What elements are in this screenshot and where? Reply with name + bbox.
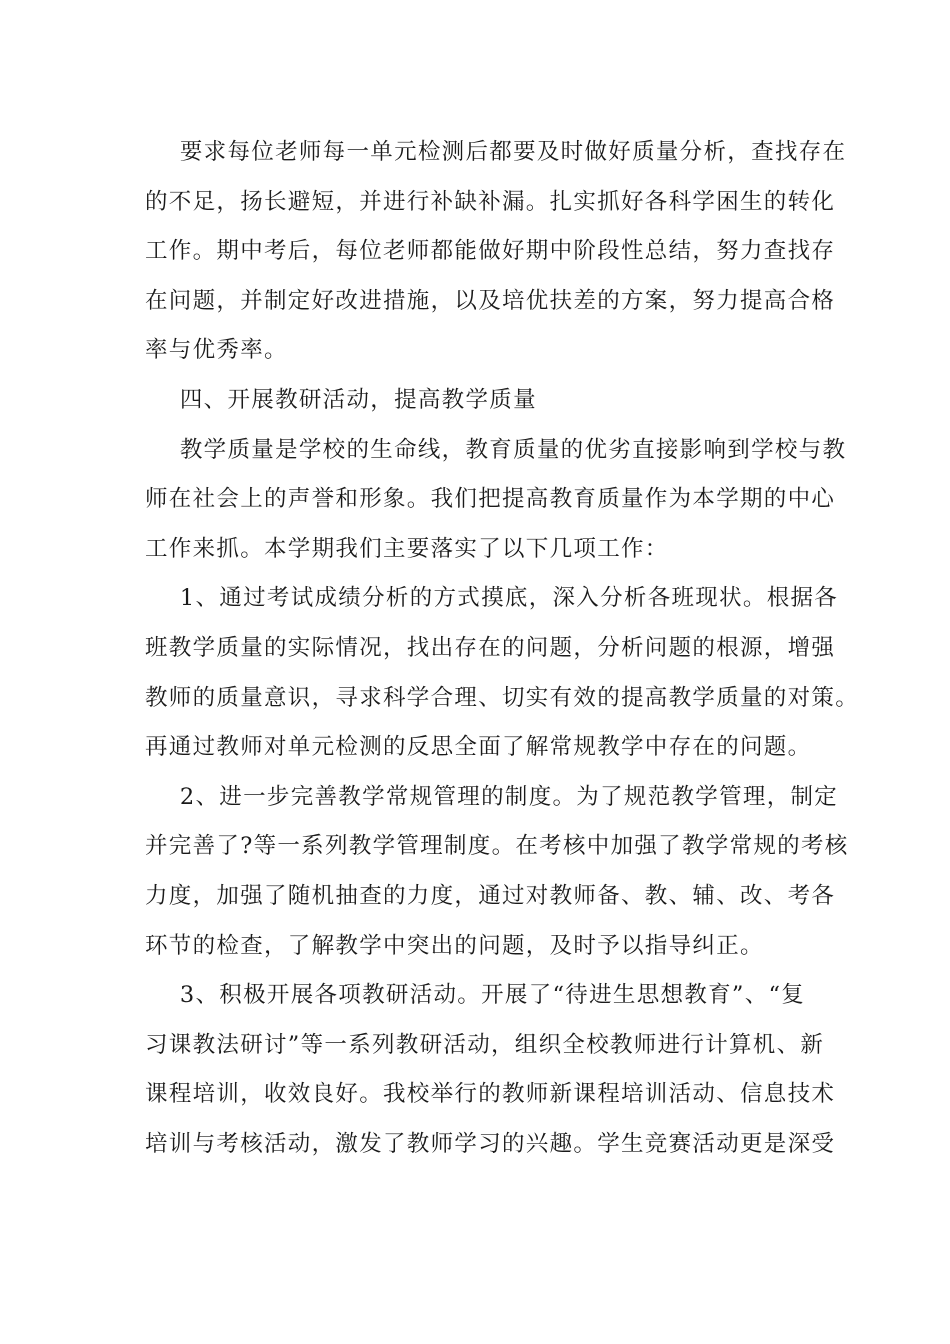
paragraph-item-1 [145,574,860,772]
text-line: 要求每位老师每一单元检测后都要及时做好质量分析，查找存在 [179,139,847,165]
text-line: 3、积极开展各项教研活动。开展了“待进生思想教育”、“复 [179,982,806,1009]
document-body [145,128,860,1169]
text-line: 教学质量是学校的生命线，教育质量的优劣直接影响到学校与教 [179,436,847,463]
paragraph-quality-analysis [145,128,847,376]
text-line: 班教学质量的实际情况，找出存在的问题，分析问题的根源，增强 [145,634,836,661]
text-line: 师在社会上的声誉和形象。我们把提高教育质量作为本学期的中心 [145,486,836,513]
text-line: 习课教法研讨”等一系列教研活动，组织全校教师进行计算机、新 [145,1031,825,1058]
text-line: 工作。期中考后，每位老师都能做好期中阶段性总结，努力查找存 [145,238,836,265]
text-line: 的不足，扬长避短，并进行补缺补漏。扎实抓好各科学困生的转化 [145,188,836,215]
section-heading [145,376,805,426]
text-line: 在问题，并制定好改进措施，以及培优扶差的方案，努力提高合格 [145,287,836,314]
text-line: 教师的质量意识，寻求科学合理、切实有效的提高教学质量的对策。 [145,684,860,711]
text-line: 再通过教师对单元检测的反思全面了解常规教学中存在的问题。 [145,734,812,761]
text-line: 力度，加强了随机抽查的力度，通过对教师备、教、辅、改、考各 [145,882,836,909]
text-line: 并完善了?等一系列教学管理制度。在考核中加强了教学常规的考核 [145,833,849,860]
text-line: 培训与考核活动，激发了教师学习的兴趣。学生竞赛活动更是深受 [145,1130,836,1157]
text-line: 2、进一步完善教学常规管理的制度。为了规范教学管理，制定 [179,783,839,810]
paragraph-teaching-quality [145,426,847,575]
paragraph-item-2 [145,773,849,971]
text-line: 课程培训，收效良好。我校举行的教师新课程培训活动、信息技术 [145,1081,836,1108]
section-heading-text: 四、开展教研活动，提高教学质量 [179,386,537,413]
text-line: 工作来抓。本学期我们主要落实了以下几项工作： [145,535,669,562]
paragraph-item-3 [145,971,836,1169]
text-line: 1、通过考试成绩分析的方式摸底，深入分析各班现状。根据各 [179,585,839,612]
text-line: 率与优秀率。 [145,337,288,364]
text-line: 环节的检查，了解教学中突出的问题，及时予以指导纠正。 [145,932,764,959]
